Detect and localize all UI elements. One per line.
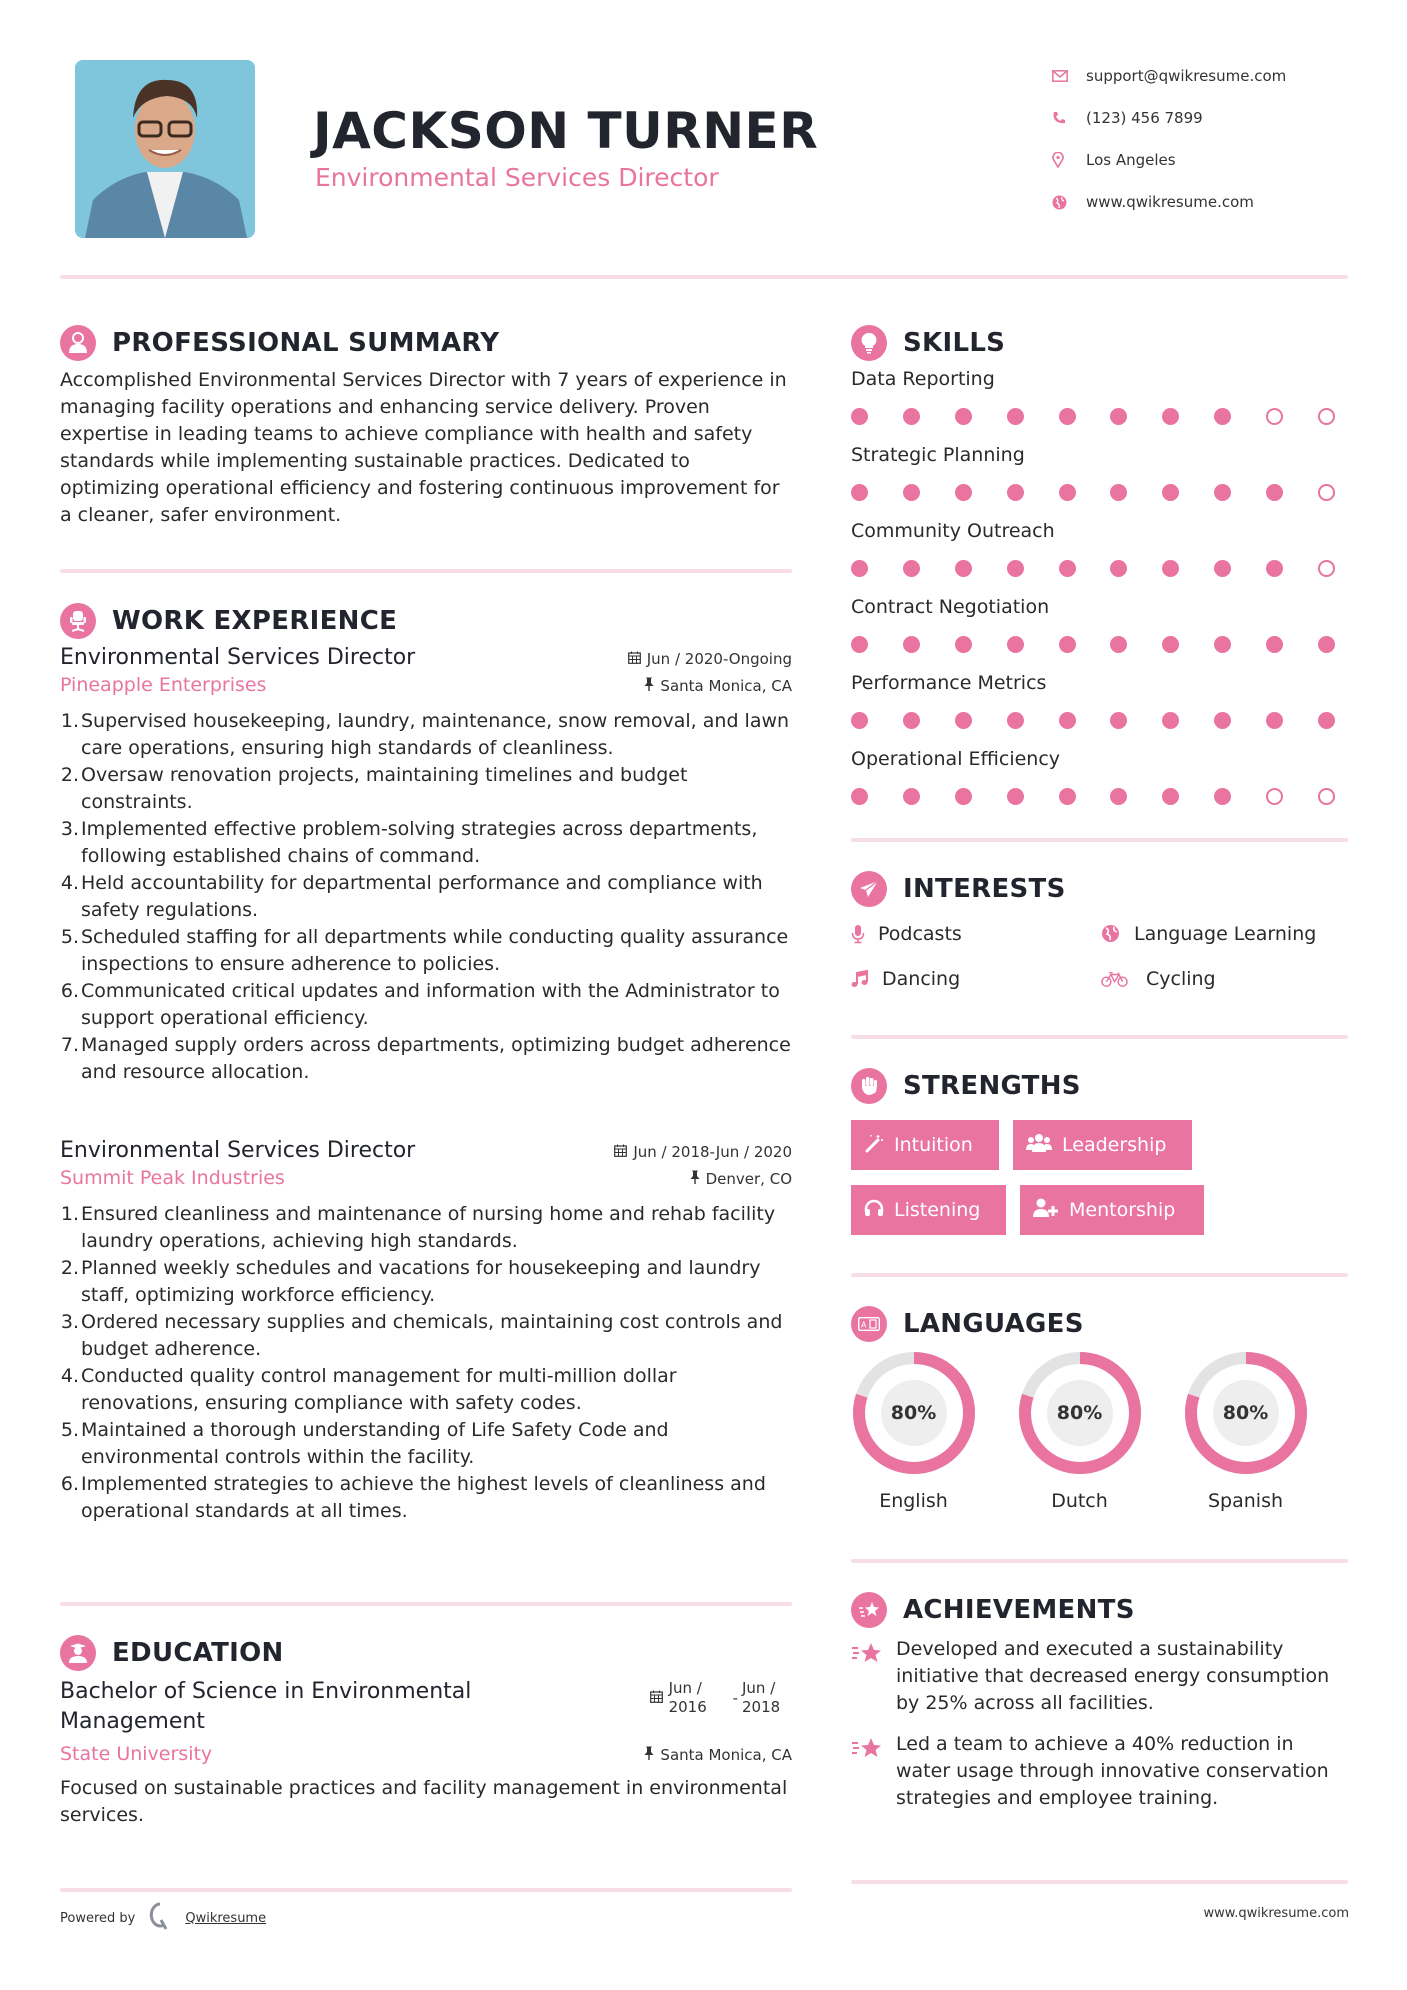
- job-title: Environmental Services Director: [60, 1138, 416, 1163]
- calendar-icon: [614, 1143, 627, 1161]
- headphones-icon: [864, 1199, 884, 1222]
- skill-item: Performance Metrics: [851, 669, 1348, 743]
- language-progress-ring: 80%: [1019, 1352, 1141, 1474]
- skill-dot-filled: [1266, 636, 1283, 653]
- bullet-item: 3. Implemented effective problem-solving strategies across departments, following established chains of command.: [60, 818, 758, 867]
- job-entry: [60, 645, 792, 1086]
- summary-divider: [60, 569, 792, 573]
- summary-title: PROFESSIONAL SUMMARY: [112, 328, 500, 358]
- education-location: Santa Monica, CA: [644, 1746, 792, 1764]
- fist-icon: [851, 1068, 887, 1104]
- skill-dot-filled: [1162, 712, 1179, 729]
- bullet-item: 5. Maintained a thorough understanding of Life Safety Code and environmental controls within the facility.: [60, 1419, 669, 1468]
- qwikresume-logo-icon: [149, 1902, 171, 1934]
- skill-dot-filled: [1059, 560, 1076, 577]
- education-heading: [60, 1633, 792, 1673]
- interest-item-language-learning: Language Learning: [1101, 911, 1348, 956]
- language-progress-ring: 80%: [1185, 1352, 1307, 1474]
- paper-plane-icon: [851, 871, 887, 907]
- achievements-heading: [851, 1590, 1348, 1630]
- contact-website-text: www.qwikresume.com: [1086, 193, 1254, 211]
- shooting-star-icon: [851, 1592, 887, 1628]
- bullet-item: 6. Communicated critical updates and information with the Administrator to support operational efficiency.: [60, 980, 780, 1029]
- job-title: Environmental Services Director: [60, 645, 416, 670]
- skill-dot-filled: [1059, 484, 1076, 501]
- envelope-icon: [1052, 70, 1086, 82]
- skill-dot-filled: [1007, 560, 1024, 577]
- skill-dot-filled: [1110, 560, 1127, 577]
- skill-dot-filled: [1266, 484, 1283, 501]
- job-location: Denver, CO: [690, 1170, 792, 1188]
- skill-item: Community Outreach: [851, 517, 1348, 591]
- pushpin-icon: [644, 677, 654, 695]
- strength-chip-leadership: Leadership: [1013, 1120, 1192, 1170]
- interest-item-podcasts: Podcasts: [851, 911, 1101, 956]
- candidate-title: Environmental Services Director: [315, 163, 719, 192]
- skill-dot-filled: [1007, 788, 1024, 805]
- skills-section: [851, 323, 1348, 819]
- phone-icon: [1052, 111, 1086, 125]
- skill-dot-filled: [903, 788, 920, 805]
- skill-dot-filled: [955, 712, 972, 729]
- skill-dot-filled: [1214, 712, 1231, 729]
- strengths-divider: [851, 1273, 1348, 1277]
- strengths-heading: [851, 1066, 1348, 1106]
- experience-section: [60, 601, 792, 1086]
- skill-dot-filled: [1214, 788, 1231, 805]
- bullet-item: 6. Implemented strategies to achieve the highest levels of cleanliness and operational standards at all times.: [60, 1473, 766, 1522]
- experience-heading: [60, 601, 792, 641]
- degree-title: Bachelor of Science in Environmental Management: [60, 1679, 472, 1734]
- shooting-star-icon: [851, 1731, 896, 1812]
- powered-by-label: Powered by: [60, 1910, 136, 1926]
- company-name: Summit Peak Industries: [60, 1167, 285, 1189]
- bullet-item: 3. Ordered necessary supplies and chemicals, maintaining cost controls and budget adherence.: [60, 1311, 783, 1360]
- achievement-item: Developed and executed a sustainability initiative that decreased energy consumption by 25% across all facilities.: [851, 1636, 1348, 1717]
- education-dates: Jun / 2016 - Jun / 2018: [650, 1677, 792, 1717]
- footer-website[interactable]: www.qwikresume.com: [1203, 1906, 1349, 1921]
- skill-item: Operational Efficiency: [851, 745, 1348, 819]
- achievements-title: ACHIEVEMENTS: [903, 1595, 1135, 1625]
- skill-item: Strategic Planning: [851, 441, 1348, 515]
- skill-dot-filled: [903, 636, 920, 653]
- pushpin-icon: [644, 1746, 654, 1764]
- skill-dot-filled: [1318, 636, 1335, 653]
- summary-heading: [60, 323, 795, 363]
- education-start: Jun / 2016: [668, 1679, 707, 1716]
- bicycle-icon: [1101, 970, 1128, 988]
- skill-dot-empty: [1318, 560, 1335, 577]
- languages-heading: [851, 1304, 1348, 1344]
- language-progress-ring: 80%: [853, 1352, 975, 1474]
- education-divider: [60, 1888, 792, 1892]
- skill-dot-filled: [1214, 560, 1231, 577]
- contact-phone-text: (123) 456 7899: [1086, 109, 1203, 127]
- skill-dot-filled: [1007, 408, 1024, 425]
- skill-dot-filled: [1007, 484, 1024, 501]
- skill-dot-filled: [851, 484, 868, 501]
- skill-dot-filled: [1162, 560, 1179, 577]
- skill-dot-filled: [903, 408, 920, 425]
- interests-divider: [851, 1035, 1348, 1039]
- skill-dot-empty: [1266, 788, 1283, 805]
- globe-icon: [1052, 195, 1086, 210]
- footer-powered-by: [60, 1902, 266, 1934]
- skill-dot-filled: [1059, 408, 1076, 425]
- languages-list: [851, 1352, 1348, 1512]
- skill-dot-filled: [1059, 788, 1076, 805]
- group-icon: [1026, 1133, 1052, 1158]
- skill-dot-filled: [1214, 484, 1231, 501]
- language-item: 80% Spanish: [1183, 1352, 1308, 1512]
- strength-chip-mentorship: Mentorship: [1020, 1185, 1204, 1235]
- skill-dot-filled: [1162, 788, 1179, 805]
- contact-phone[interactable]: [1052, 97, 1352, 139]
- skill-dot-filled: [851, 560, 868, 577]
- skill-dot-filled: [955, 484, 972, 501]
- skill-dot-filled: [1110, 712, 1127, 729]
- bullet-item: 1. Ensured cleanliness and maintenance of nursing home and rehab facility laundry operations, achieving high standards.: [60, 1203, 776, 1252]
- skills-title: SKILLS: [903, 328, 1006, 358]
- languages-section: [851, 1304, 1348, 1512]
- company-name: Pineapple Enterprises: [60, 674, 267, 696]
- skill-dot-filled: [903, 560, 920, 577]
- languages-divider: [851, 1559, 1348, 1563]
- calendar-icon: [628, 650, 641, 668]
- skills-list: [851, 365, 1348, 819]
- language-item: 80% Dutch: [1017, 1352, 1142, 1512]
- contact-email-text: support@qwikresume.com: [1086, 67, 1287, 85]
- music-note-icon: [851, 969, 878, 989]
- header-divider: [60, 275, 1348, 279]
- profile-photo: [75, 60, 255, 238]
- skill-dot-filled: [1059, 636, 1076, 653]
- interests-heading: [851, 869, 1348, 909]
- map-pin-icon: [1052, 152, 1086, 168]
- svg-text:A: A: [861, 1320, 867, 1330]
- strengths-row-2: [851, 1185, 1348, 1235]
- education-section: [60, 1633, 792, 1829]
- graduate-icon: [60, 1635, 96, 1671]
- qwikresume-link[interactable]: Qwikresume: [185, 1910, 267, 1926]
- interests-title: INTERESTS: [903, 874, 1066, 904]
- interest-item-cycling: Cycling: [1101, 956, 1348, 1001]
- skill-dot-filled: [1162, 636, 1179, 653]
- bullet-item: 2. Planned weekly schedules and vacations for housekeeping and laundry staff, optimizing workforce efficiency.: [60, 1257, 761, 1306]
- magic-wand-icon: [864, 1133, 884, 1158]
- skill-dot-filled: [1110, 484, 1127, 501]
- job-entry: [60, 1138, 792, 1525]
- skill-dot-filled: [903, 712, 920, 729]
- bullet-item: 5. Scheduled staffing for all departments while conducting quality assurance inspections to ensure adherence to policies.: [60, 926, 789, 975]
- skill-dot-filled: [1266, 712, 1283, 729]
- skill-dot-filled: [851, 712, 868, 729]
- shooting-star-icon: [851, 1636, 896, 1717]
- skill-dot-filled: [955, 636, 972, 653]
- bullet-item: 1. Supervised housekeeping, laundry, maintenance, snow removal, and lawn care operations, ensuring high standards of cleanliness.: [60, 710, 790, 759]
- experience-divider: [60, 1602, 792, 1606]
- skill-dot-filled: [851, 788, 868, 805]
- skill-dot-filled: [1110, 408, 1127, 425]
- bullet-item: 2. Oversaw renovation projects, maintaining timelines and budget constraints.: [60, 764, 688, 813]
- calendar-icon: [650, 1689, 663, 1708]
- contact-location: [1052, 139, 1352, 181]
- job-location: Santa Monica, CA: [644, 677, 792, 695]
- contact-list: [1052, 55, 1352, 223]
- office-chair-icon: [60, 603, 96, 639]
- interests-section: [851, 869, 1348, 1001]
- job-dates: Jun / 2018-Jun / 2020: [614, 1143, 792, 1161]
- job-bullets: [60, 708, 792, 1086]
- translate-icon: [851, 1306, 887, 1342]
- skill-dot-filled: [1110, 636, 1127, 653]
- user-plus-icon: [1033, 1198, 1059, 1223]
- contact-email[interactable]: [1052, 55, 1352, 97]
- skill-dot-filled: [1110, 788, 1127, 805]
- achievements-section: [851, 1590, 1348, 1826]
- achievement-item: Led a team to achieve a 40% reduction in water usage through innovative conservation strategies and employee training.: [851, 1731, 1348, 1812]
- achievements-divider: [851, 1880, 1348, 1884]
- skill-dot-filled: [851, 636, 868, 653]
- skills-heading: [851, 323, 1348, 363]
- job-bullets: [60, 1201, 792, 1525]
- skill-dot-filled: [1266, 560, 1283, 577]
- education-description: Focused on sustainable practices and facility management in environmental services.: [60, 1777, 788, 1826]
- skill-dot-filled: [1162, 484, 1179, 501]
- skill-dot-empty: [1266, 408, 1283, 425]
- contact-website[interactable]: [1052, 181, 1352, 223]
- languages-title: LANGUAGES: [903, 1309, 1084, 1339]
- user-icon: [60, 325, 96, 361]
- bullet-item: 4. Held accountability for departmental performance and compliance with safety regulations.: [60, 872, 763, 921]
- strength-chip-listening: Listening: [851, 1185, 1006, 1235]
- skill-item: Contract Negotiation: [851, 593, 1348, 667]
- language-item: 80% English: [851, 1352, 976, 1512]
- skill-dot-filled: [1214, 408, 1231, 425]
- candidate-name: JACKSON TURNER: [313, 102, 819, 160]
- experience-title: WORK EXPERIENCE: [112, 606, 398, 636]
- skill-dot-filled: [955, 788, 972, 805]
- skill-dot-empty: [1318, 484, 1335, 501]
- skills-divider: [851, 838, 1348, 842]
- skill-dot-filled: [903, 484, 920, 501]
- summary-text: Accomplished Environmental Services Director with 7 years of experience in managing facility operations and enhancing service delivery. Proven expertise in leading teams to achieve compliance with health and safety standards while implementing sustainable practices. Dedicated to optimizing operational efficiency and fostering continuous improvement for a cleaner, safer environment.: [60, 369, 787, 526]
- strengths-title: STRENGTHS: [903, 1071, 1081, 1101]
- bullet-item: 4. Conducted quality control management for multi-million dollar renovations, ensuring compliance with safety codes.: [60, 1365, 677, 1414]
- lightbulb-icon: [851, 325, 887, 361]
- school-name: State University: [60, 1743, 213, 1765]
- skill-dot-filled: [851, 408, 868, 425]
- pushpin-icon: [690, 1170, 700, 1188]
- skill-dot-filled: [955, 560, 972, 577]
- skill-dot-filled: [1162, 408, 1179, 425]
- skill-dot-filled: [955, 408, 972, 425]
- strength-chip-intuition: Intuition: [851, 1120, 999, 1170]
- summary-section: [60, 323, 795, 529]
- globe-icon: [1101, 924, 1128, 943]
- microphone-icon: [851, 924, 878, 944]
- interest-item-dancing: Dancing: [851, 956, 1101, 1001]
- strengths-row-1: [851, 1120, 1348, 1170]
- bullet-item: 7. Managed supply orders across departments, optimizing budget adherence and resource allocation.: [60, 1034, 791, 1083]
- skill-dot-filled: [1214, 636, 1231, 653]
- skill-dot-filled: [1059, 712, 1076, 729]
- skill-dot-filled: [1007, 636, 1024, 653]
- job-dates: Jun / 2020-Ongoing: [628, 650, 792, 668]
- education-title: EDUCATION: [112, 1638, 284, 1668]
- skill-dot-empty: [1318, 788, 1335, 805]
- strengths-section: [851, 1066, 1348, 1235]
- education-end: Jun / 2018: [742, 1679, 781, 1716]
- skill-dot-filled: [1007, 712, 1024, 729]
- skill-dot-filled: [1318, 712, 1335, 729]
- skill-dot-empty: [1318, 408, 1335, 425]
- skill-item: Data Reporting: [851, 365, 1348, 439]
- contact-location-text: Los Angeles: [1086, 151, 1176, 169]
